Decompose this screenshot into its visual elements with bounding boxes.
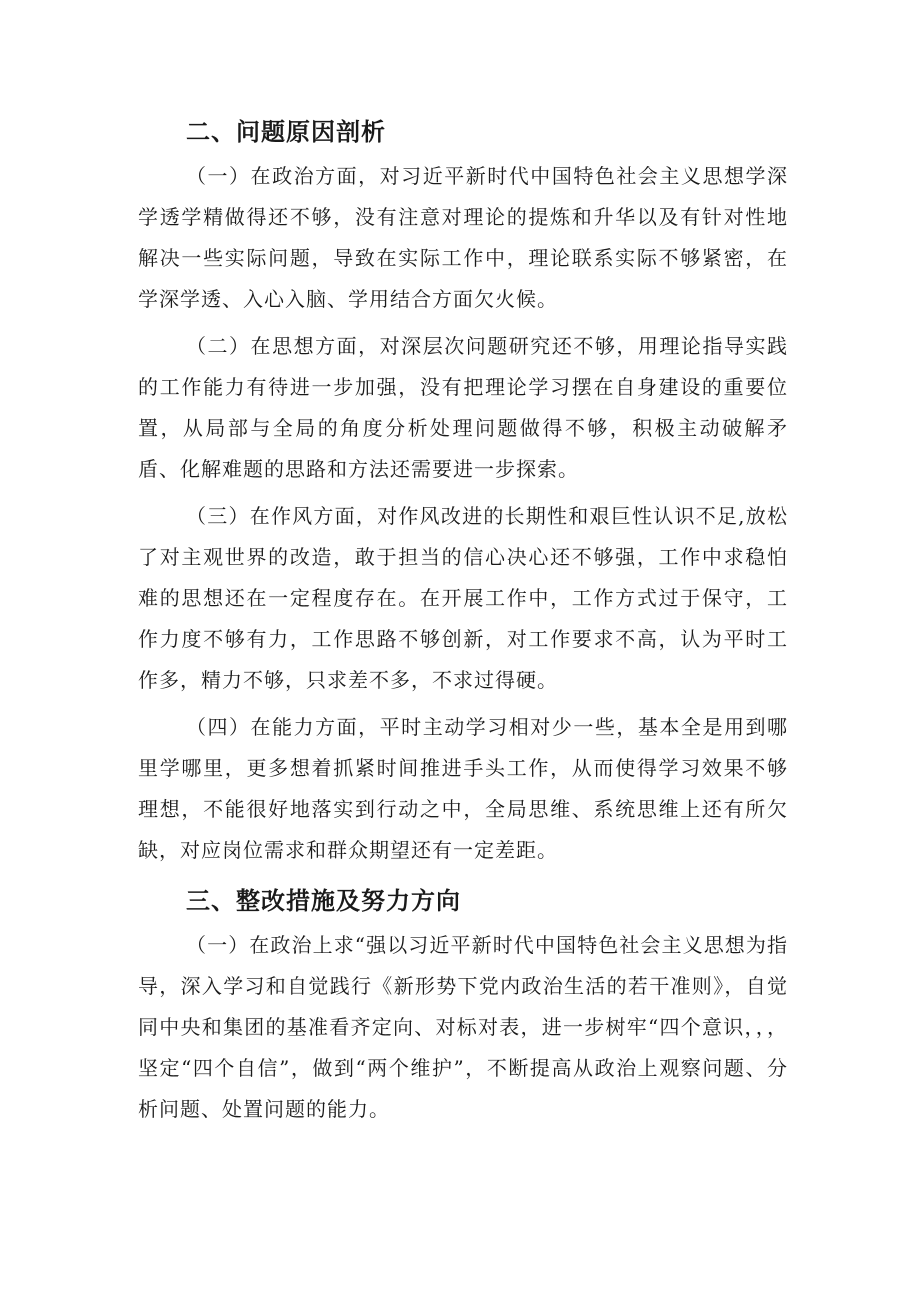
paragraph-political: （一）在政治方面，对习近平新时代中国特色社会主义思想学深学透学精做得还不够，没有注意对理论的提炼和升华以及有针对性地解决一些实际问题，导致在实际工作中，理论联系实际不够紧密，在学深学透、入心入脑、学用结合方面欠火候。 — [138, 164, 788, 311]
paragraph-ideological: （二）在思想方面，对深层次问题研究还不够，用理论指导实践的工作能力有待进一步加强，没有把理论学习摆在自身建设的重要位置，从局部与全局的角度分析处理问题做得不够，积极主动破解矛盾、化解难题的思路和方法还需要进一步探索。 — [138, 334, 788, 481]
section-heading-problem-analysis: 二、问题原因剖析 — [186, 118, 386, 146]
paragraph-capability: （四）在能力方面，平时主动学习相对少一些，基本全是用到哪里学哪里，更多想着抓紧时间推进手头工作，从而使得学习效果不够理想，不能很好地落实到行动之中，全局思维、系统思维上还有所欠缺，对应岗位需求和群众期望还有一定差距。 — [138, 715, 788, 862]
section-heading-rectification: 三、整改措施及努力方向 — [186, 887, 461, 915]
paragraph-rectification-political: （一）在政治上求“强以习近平新时代中国特色社会主义思想为指导，深入学习和自觉践行《新形势下党内政治生活的若干准则》，自觉同中央和集团的基准看齐定向、对标对表，进一步树牢“四个意识，，，坚定“四个自信”，做到“两个维护”，不断提高从政治上观察问题、分析问题、处置问题的能力。 — [138, 933, 788, 1121]
paragraph-work-style: （三）在作风方面，对作风改进的长期性和艰巨性认识不足,放松了对主观世界的改造，敢于担当的信心决心还不够强，工作中求稳怕难的思想还在一定程度存在。在开展工作中，工作方式过于保守，工作力度不够有力，工作思路不够创新，对工作要求不高，认为平时工作多，精力不够，只求差不多，不求过得硬。 — [138, 504, 788, 692]
document-body — [138, 108, 788, 1136]
